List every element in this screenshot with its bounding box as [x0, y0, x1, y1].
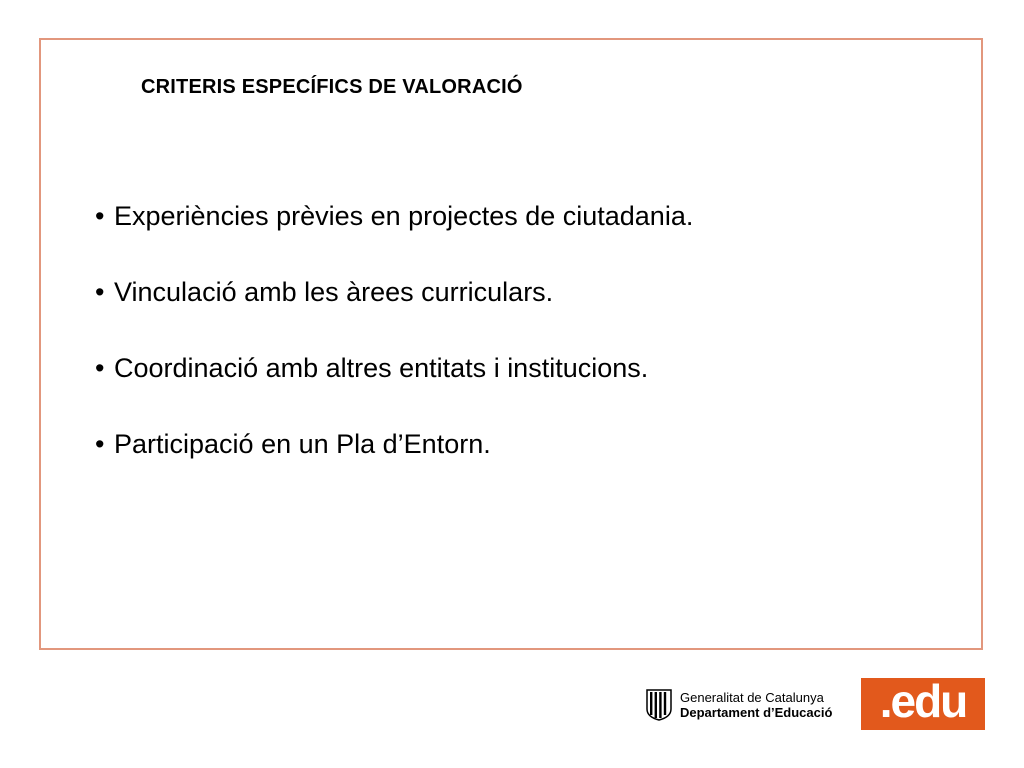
generalitat-name: Generalitat de Catalunya [680, 690, 824, 705]
bullet-text: Experiències prèvies en projectes de ciutadania. [114, 201, 694, 231]
bullet-item [95, 348, 693, 388]
generalitat-text [680, 690, 832, 720]
bullet-mark: • [95, 201, 105, 231]
bullet-text: Vinculació amb les àrees curriculars. [114, 277, 554, 307]
edu-logo [861, 675, 985, 730]
bullet-mark: • [95, 353, 105, 383]
bullet-mark: • [95, 277, 105, 307]
department-name: Departament d’Educació [680, 705, 833, 720]
catalan-flag-emblem-icon [646, 689, 672, 721]
slide-title: CRITERIS ESPECÍFICS DE VALORACIÓ [141, 76, 523, 98]
bullet-list [95, 196, 693, 464]
bullet-text: Participació en un Pla d’Entorn. [114, 429, 491, 459]
edu-logo-text: .edu [879, 675, 967, 727]
bullet-item [95, 424, 693, 464]
bullet-text: Coordinació amb altres entitats i institucions. [114, 353, 649, 383]
bullet-item [95, 272, 693, 312]
bullet-item [95, 196, 693, 236]
bullet-mark: • [95, 429, 105, 459]
generalitat-logo [646, 688, 832, 722]
